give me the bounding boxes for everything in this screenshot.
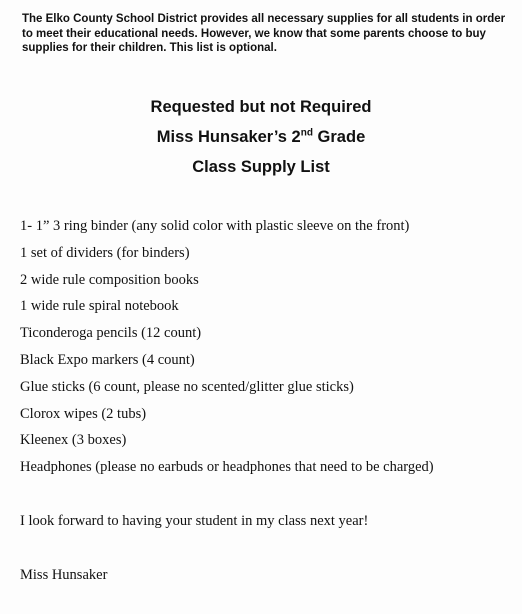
heading-supply-list: Class Supply List — [192, 158, 330, 176]
intro-paragraph: The Elko County School District provides all necessary supplies for all students in order to meet their educational needs. However, we know that some parents choose to buy supplies for their children. This list is optional. — [22, 13, 506, 54]
heading-ordinal-suffix: nd — [300, 127, 313, 139]
heading-requested: Requested but not Required — [150, 98, 372, 116]
supply-item: Glue sticks (6 count, please no scented/glitter glue sticks) — [20, 378, 354, 395]
heading-class-title-suffix: Grade — [312, 128, 366, 146]
supply-list — [20, 216, 434, 484]
supply-item: Kleenex (3 boxes) — [20, 432, 127, 449]
supply-item: Ticonderoga pencils (12 count) — [20, 325, 202, 342]
supply-item: Headphones (please no earbuds or headphones that need to be charged) — [20, 459, 434, 476]
closing-sentence: I look forward to having your student in my class next year! — [20, 513, 369, 529]
supply-item: 1 wide rule spiral notebook — [20, 298, 179, 315]
signature-name: Miss Hunsaker — [20, 567, 108, 583]
supply-item: Clorox wipes (2 tubs) — [20, 405, 147, 422]
supply-item: 1- 1” 3 ring binder (any solid color with plastic sleeve on the front) — [20, 218, 410, 234]
supply-item: Black Expo markers (4 count) — [20, 351, 195, 368]
supply-item: 2 wide rule composition books — [20, 271, 199, 288]
heading-class-title — [0, 128, 522, 147]
supply-item: 1 set of dividers (for binders) — [20, 244, 190, 261]
heading-class-title-prefix: Miss Hunsaker’s 2 — [156, 128, 301, 146]
